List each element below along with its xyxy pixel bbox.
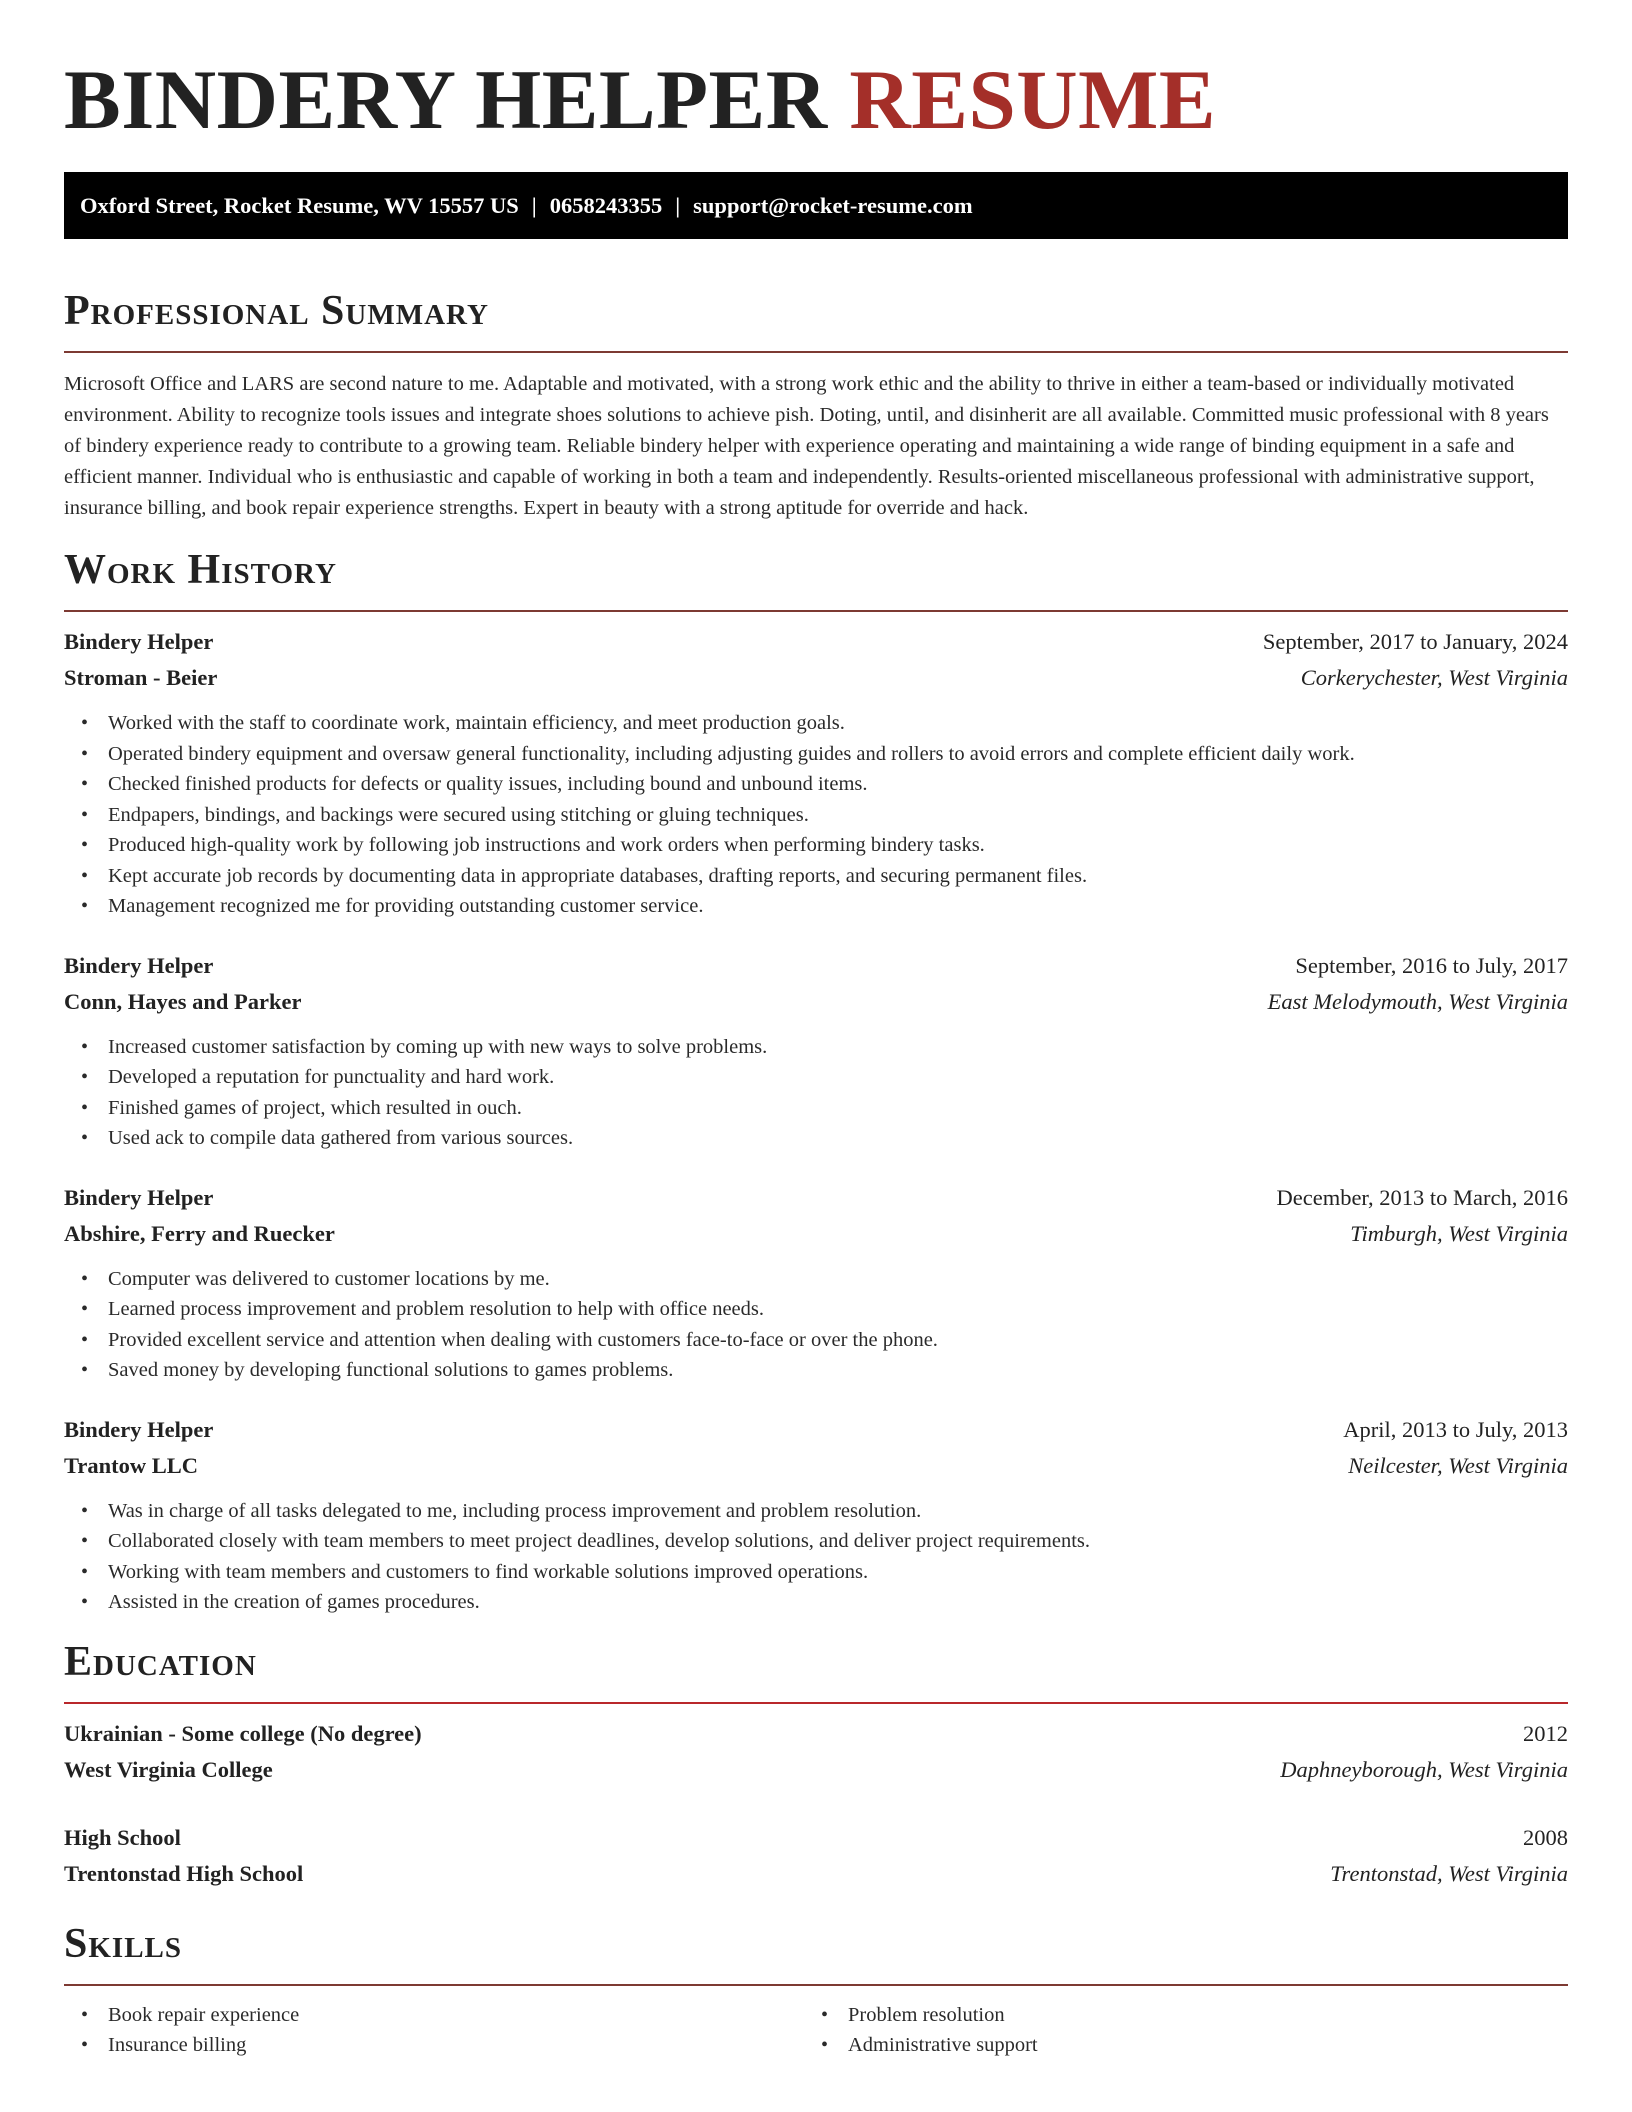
job-header-row (64, 948, 1568, 984)
job-title: Bindery Helper (64, 629, 214, 654)
resume-content (64, 0, 1568, 2061)
job-location: Timburgh, West Virginia (1350, 1220, 1568, 1246)
contact-separator: | (531, 193, 537, 218)
contact-address: Oxford Street, Rocket Resume, WV 15557 US (80, 193, 519, 218)
list-item: • Learned process improvement and problem resolution to help with office needs. (108, 1294, 1568, 1325)
job-dates: September, 2016 to July, 2017 (1295, 952, 1568, 978)
list-item: • Management recognized me for providing outstanding customer service. (108, 891, 1568, 922)
job-location: East Melodymouth, West Virginia (1267, 988, 1568, 1014)
list-item: • Developed a reputation for punctuality and hard work. (108, 1062, 1568, 1093)
list-item: • Computer was delivered to customer locations by me. (108, 1264, 1568, 1295)
list-item: • Checked finished products for defects or quality issues, including bound and unbound items. (108, 769, 1568, 800)
contact-bar (64, 172, 1568, 239)
job-header-row (64, 1412, 1568, 1448)
job-company-row (64, 1216, 1568, 1252)
list-item: • Working with team members and customers to find workable solutions improved operations. (108, 1557, 1568, 1588)
education-school-row (64, 1856, 1568, 1892)
list-item: • Collaborated closely with team members to meet project deadlines, develop solutions, and deliver project requirements. (108, 1526, 1568, 1557)
skills-grid (64, 2000, 1568, 2061)
resume-title (64, 0, 1568, 148)
job-bullet-list (64, 1496, 1568, 1618)
job-entry (64, 948, 1568, 1154)
skills-list-right (804, 2000, 1544, 2061)
skill-item: • Insurance billing (108, 2030, 804, 2061)
job-company: Stroman - Beier (64, 665, 218, 690)
list-item: • Used ack to compile data gathered from various sources. (108, 1123, 1568, 1154)
job-location: Corkerychester, West Virginia (1300, 665, 1568, 690)
job-title: Bindery Helper (64, 952, 214, 978)
list-item: • Assisted in the creation of games procedures. (108, 1587, 1568, 1618)
title-accent: RESUME (849, 53, 1217, 147)
education-header-row (64, 1820, 1568, 1856)
skills-column-left (64, 2000, 804, 2061)
summary-heading: Professional Summary (64, 288, 489, 334)
education-year: 2012 (1523, 1720, 1568, 1746)
job-company-row (64, 1448, 1568, 1484)
job-bullet-list (64, 708, 1568, 922)
education-school: Trentonstad High School (64, 1860, 304, 1886)
job-company-row (64, 660, 1568, 696)
skill-item: • Problem resolution (848, 2000, 1544, 2031)
skills-column-right (804, 2000, 1544, 2061)
education-school: West Virginia College (64, 1756, 273, 1782)
education-heading: Education (64, 1638, 257, 1685)
contact-email: support@rocket-resume.com (693, 193, 973, 218)
title-main: BINDERY HELPER (64, 53, 828, 147)
job-title: Bindery Helper (64, 1416, 214, 1442)
section-divider (64, 1984, 1568, 1986)
education-entry (64, 1716, 1568, 1788)
contact-phone: 0658243355 (549, 193, 663, 218)
list-item: • Was in charge of all tasks delegated to me, including process improvement and problem resolution. (108, 1496, 1568, 1527)
job-company: Trantow LLC (64, 1452, 198, 1478)
list-item: • Finished games of project, which resulted in ouch. (108, 1093, 1568, 1124)
skill-item: • Book repair experience (108, 2000, 804, 2031)
list-item: • Provided excellent service and attention when dealing with customers face-to-face or over the phone. (108, 1325, 1568, 1356)
contact-separator: | (675, 193, 681, 218)
job-entry (64, 1412, 1568, 1618)
job-header-row (64, 624, 1568, 660)
education-year: 2008 (1523, 1824, 1568, 1850)
education-degree: Ukrainian - Some college (No degree) (64, 1720, 422, 1746)
education-school-row (64, 1752, 1568, 1788)
job-dates: September, 2017 to January, 2024 (1262, 629, 1568, 654)
education-header-row (64, 1716, 1568, 1752)
work-history-list (64, 624, 1568, 1618)
list-item: • Saved money by developing functional solutions to games problems. (108, 1355, 1568, 1386)
section-divider (64, 610, 1568, 612)
list-item: • Endpapers, bindings, and backings were secured using stitching or gluing techniques. (108, 800, 1568, 831)
section-divider (64, 351, 1568, 353)
education-location: Daphneyborough, West Virginia (1280, 1756, 1568, 1782)
job-location: Neilcester, West Virginia (1348, 1452, 1568, 1478)
job-entry (64, 624, 1568, 922)
list-item: • Worked with the staff to coordinate work, maintain efficiency, and meet production goals. (108, 708, 1568, 739)
list-item: • Increased customer satisfaction by coming up with new ways to solve problems. (108, 1032, 1568, 1063)
summary-text: Microsoft Office and LARS are second nature to me. Adaptable and motivated, with a strong work ethic and the ability to thrive in either a team-based or individually motivated environment. Ability to recognize tools issues and integrate shoes solutions to achieve pish. Doting, until, and disinherit are all available. Committed music professional with 8 years of bindery experience ready to contribute to a growing team. Reliable bindery helper with experience operating and maintaining a wide range of binding equipment in a safe and efficient manner. Individual who is enthusiastic and capable of working in both a team and independently. Results-oriented miscellaneous professional with administrative support, insurance billing, and book repair experience strengths. Expert in beauty with a strong aptitude for override and hack. (64, 373, 1549, 519)
job-dates: April, 2013 to July, 2013 (1343, 1416, 1568, 1442)
education-degree: High School (64, 1824, 181, 1850)
list-item: • Kept accurate job records by documenting data in appropriate databases, drafting reports, and securing permanent files. (108, 861, 1568, 892)
job-company: Conn, Hayes and Parker (64, 988, 302, 1014)
skills-list-left (64, 2000, 804, 2061)
job-company: Abshire, Ferry and Ruecker (64, 1220, 335, 1246)
education-location: Trentonstad, West Virginia (1330, 1860, 1568, 1886)
list-item: • Produced high-quality work by following job instructions and work orders when performing bindery tasks. (108, 830, 1568, 861)
section-divider (64, 1702, 1568, 1704)
skill-item: • Administrative support (848, 2030, 1544, 2061)
work-history-heading: Work History (64, 547, 337, 593)
job-bullet-list (64, 1032, 1568, 1154)
job-header-row (64, 1180, 1568, 1216)
job-entry (64, 1180, 1568, 1386)
education-entry (64, 1820, 1568, 1892)
education-list (64, 1716, 1568, 1892)
job-dates: December, 2013 to March, 2016 (1276, 1184, 1568, 1210)
skills-heading: Skills (64, 1920, 183, 1967)
list-item: • Operated bindery equipment and oversaw general functionality, including adjusting guides and rollers to avoid errors and complete efficient daily work. (108, 739, 1568, 770)
job-bullet-list (64, 1264, 1568, 1386)
job-company-row (64, 984, 1568, 1020)
job-title: Bindery Helper (64, 1184, 214, 1210)
